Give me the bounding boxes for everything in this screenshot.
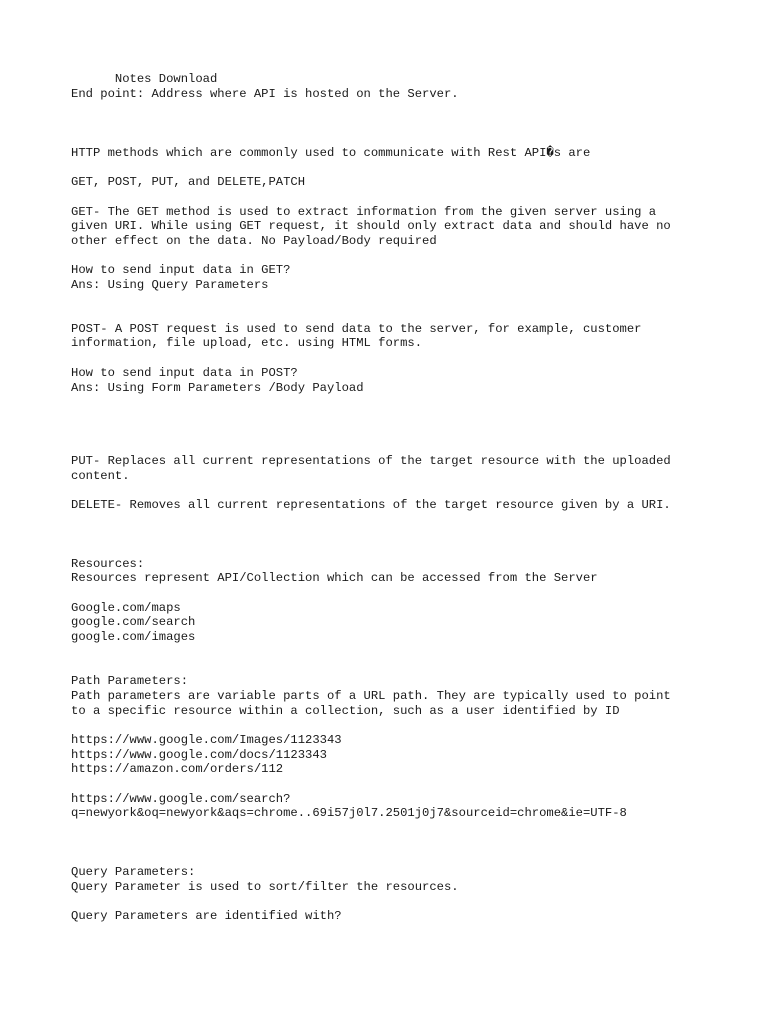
text-line: DELETE- Removes all current representations of the target resource given by a URI. bbox=[71, 498, 671, 512]
text-line: information, file upload, etc. using HTML forms. bbox=[71, 336, 423, 350]
text-line: Query Parameters are identified with? bbox=[71, 909, 342, 923]
text-line: https://www.google.com/docs/1123343 bbox=[71, 748, 327, 762]
text-line: given URI. While using GET request, it should only extract data and should have no bbox=[71, 219, 671, 233]
text-line: Query Parameter is used to sort/filter the resources. bbox=[71, 880, 459, 894]
text-line: google.com/images bbox=[71, 630, 196, 644]
text-line: to a specific resource within a collection, such as a user identified by ID bbox=[71, 704, 620, 718]
text-line: q=newyork&oq=newyork&aqs=chrome..69i57j0l7.2501j0j7&sourceid=chrome&ie=UTF-8 bbox=[71, 806, 627, 820]
text-line: Query Parameters: bbox=[71, 865, 196, 879]
text-line: content. bbox=[71, 469, 130, 483]
text-line: GET, POST, PUT, and DELETE,PATCH bbox=[71, 175, 306, 189]
document-title: Notes Download bbox=[71, 72, 218, 86]
text-line: Resources: bbox=[71, 557, 145, 571]
text-line: Ans: Using Query Parameters bbox=[71, 278, 269, 292]
text-line: How to send input data in POST? bbox=[71, 366, 298, 380]
text-line: Google.com/maps bbox=[71, 601, 181, 615]
text-line: GET- The GET method is used to extract information from the given server using a bbox=[71, 205, 657, 219]
text-line: https://www.google.com/search? bbox=[71, 792, 291, 806]
text-line: Resources represent API/Collection which can be accessed from the Server bbox=[71, 571, 598, 585]
text-line: other effect on the data. No Payload/Body required bbox=[71, 234, 437, 248]
text-line: Ans: Using Form Parameters /Body Payload bbox=[71, 381, 364, 395]
text-line: HTTP methods which are commonly used to communicate with Rest API�s are bbox=[71, 146, 591, 160]
text-line: How to send input data in GET? bbox=[71, 263, 291, 277]
text-line: Path Parameters: bbox=[71, 674, 189, 688]
text-line: https://amazon.com/orders/112 bbox=[71, 762, 284, 776]
text-line: google.com/search bbox=[71, 615, 196, 629]
text-line: End point: Address where API is hosted on the Server. bbox=[71, 87, 459, 101]
text-line: Path parameters are variable parts of a URL path. They are typically used to point bbox=[71, 689, 671, 703]
text-line: POST- A POST request is used to send data to the server, for example, customer bbox=[71, 322, 642, 336]
text-line: https://www.google.com/Images/1123343 bbox=[71, 733, 342, 747]
text-line: PUT- Replaces all current representations of the target resource with the uploaded bbox=[71, 454, 671, 468]
